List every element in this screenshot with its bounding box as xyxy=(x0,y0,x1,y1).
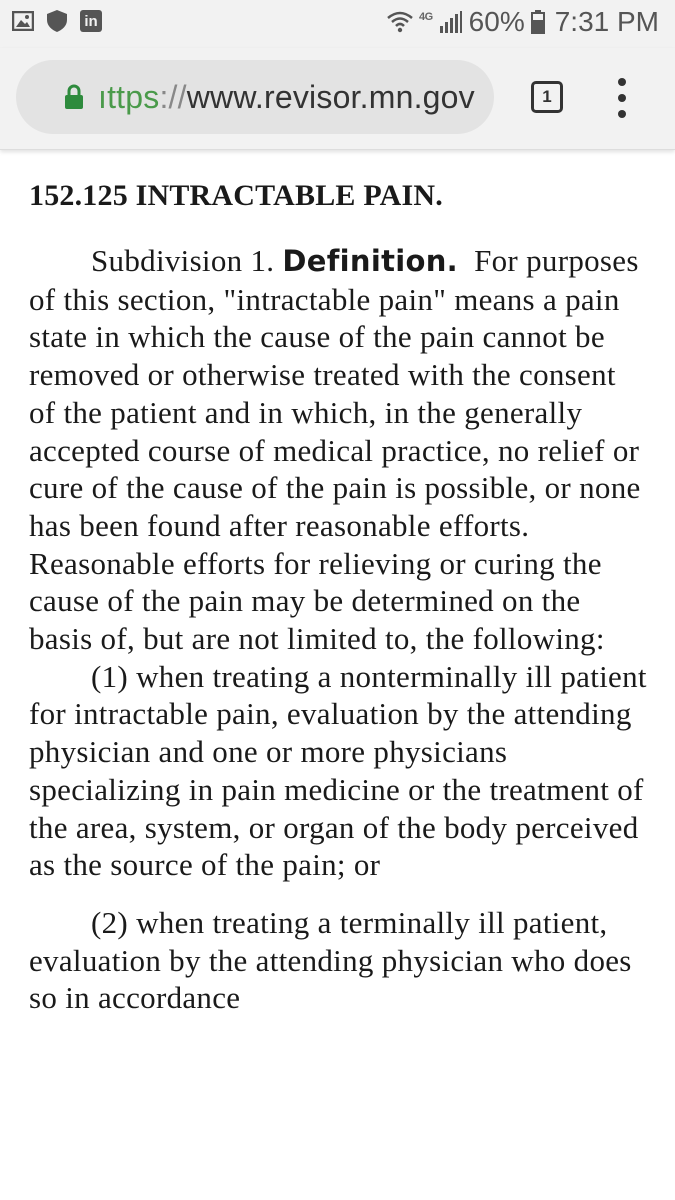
tab-switcher-button[interactable] xyxy=(531,81,563,113)
menu-dot xyxy=(618,110,626,118)
menu-dot xyxy=(618,78,626,86)
battery-icon xyxy=(531,10,545,34)
menu-dot xyxy=(618,94,626,102)
network-type-label: 4G xyxy=(418,11,433,23)
url-host: www.revisor.mn.gov xyxy=(186,78,475,115)
url-bar[interactable] xyxy=(16,60,494,134)
list-item-2: (2) when treating a terminally ill patient, evaluation by the attending physician who does so in accordance xyxy=(29,904,632,1016)
status-bar xyxy=(0,0,675,48)
linkedin-label: in xyxy=(84,12,98,30)
paragraph-1-text: For purposes of this section, "intractable pain" means a pain state in which the cause of the pain cannot be removed or otherwise treated with the consent of the patient and in which, in the generally accepted course of medical practice, no relief or cure of the cause of the pain is possible, or none has been found after reasonable efforts. Reasonable efforts for relieving or curing the cause of the pain may be determined on the basis of, but are not limited to, the following: xyxy=(29,243,641,657)
browser-toolbar xyxy=(0,48,675,150)
image-icon xyxy=(12,11,34,31)
tab-count: 1 xyxy=(542,87,552,106)
battery-percent: 60% xyxy=(468,6,525,37)
status-right xyxy=(387,6,659,38)
lock-icon xyxy=(64,84,84,110)
document-content xyxy=(29,176,649,1017)
wifi-icon xyxy=(387,11,413,33)
subdivision-label: Subdivision 1. xyxy=(91,243,275,278)
shield-icon xyxy=(46,9,68,33)
linkedin-icon xyxy=(80,10,102,32)
subdivision-1-paragraph xyxy=(29,242,649,658)
status-left-icons xyxy=(12,9,102,33)
url-text[interactable] xyxy=(98,79,475,116)
overflow-menu-icon[interactable] xyxy=(612,78,632,118)
url-separator: :// xyxy=(159,78,187,115)
url-scheme: ıttps xyxy=(98,78,160,115)
section-heading: 152.125 INTRACTABLE PAIN. xyxy=(29,179,443,212)
list-item-1: (1) when treating a nonterminally ill patient for intractable pain, evaluation by the attending physician and one or more physicians specializing in pain medicine or the treatment of the area, system, or organ of the body perceived as the source of the pain; or xyxy=(29,658,647,883)
signal-icon xyxy=(439,10,463,34)
lock-icon-wrap xyxy=(36,60,84,134)
status-time: 7:31 PM xyxy=(554,6,659,37)
subdivision-title: Definition. xyxy=(282,244,458,278)
